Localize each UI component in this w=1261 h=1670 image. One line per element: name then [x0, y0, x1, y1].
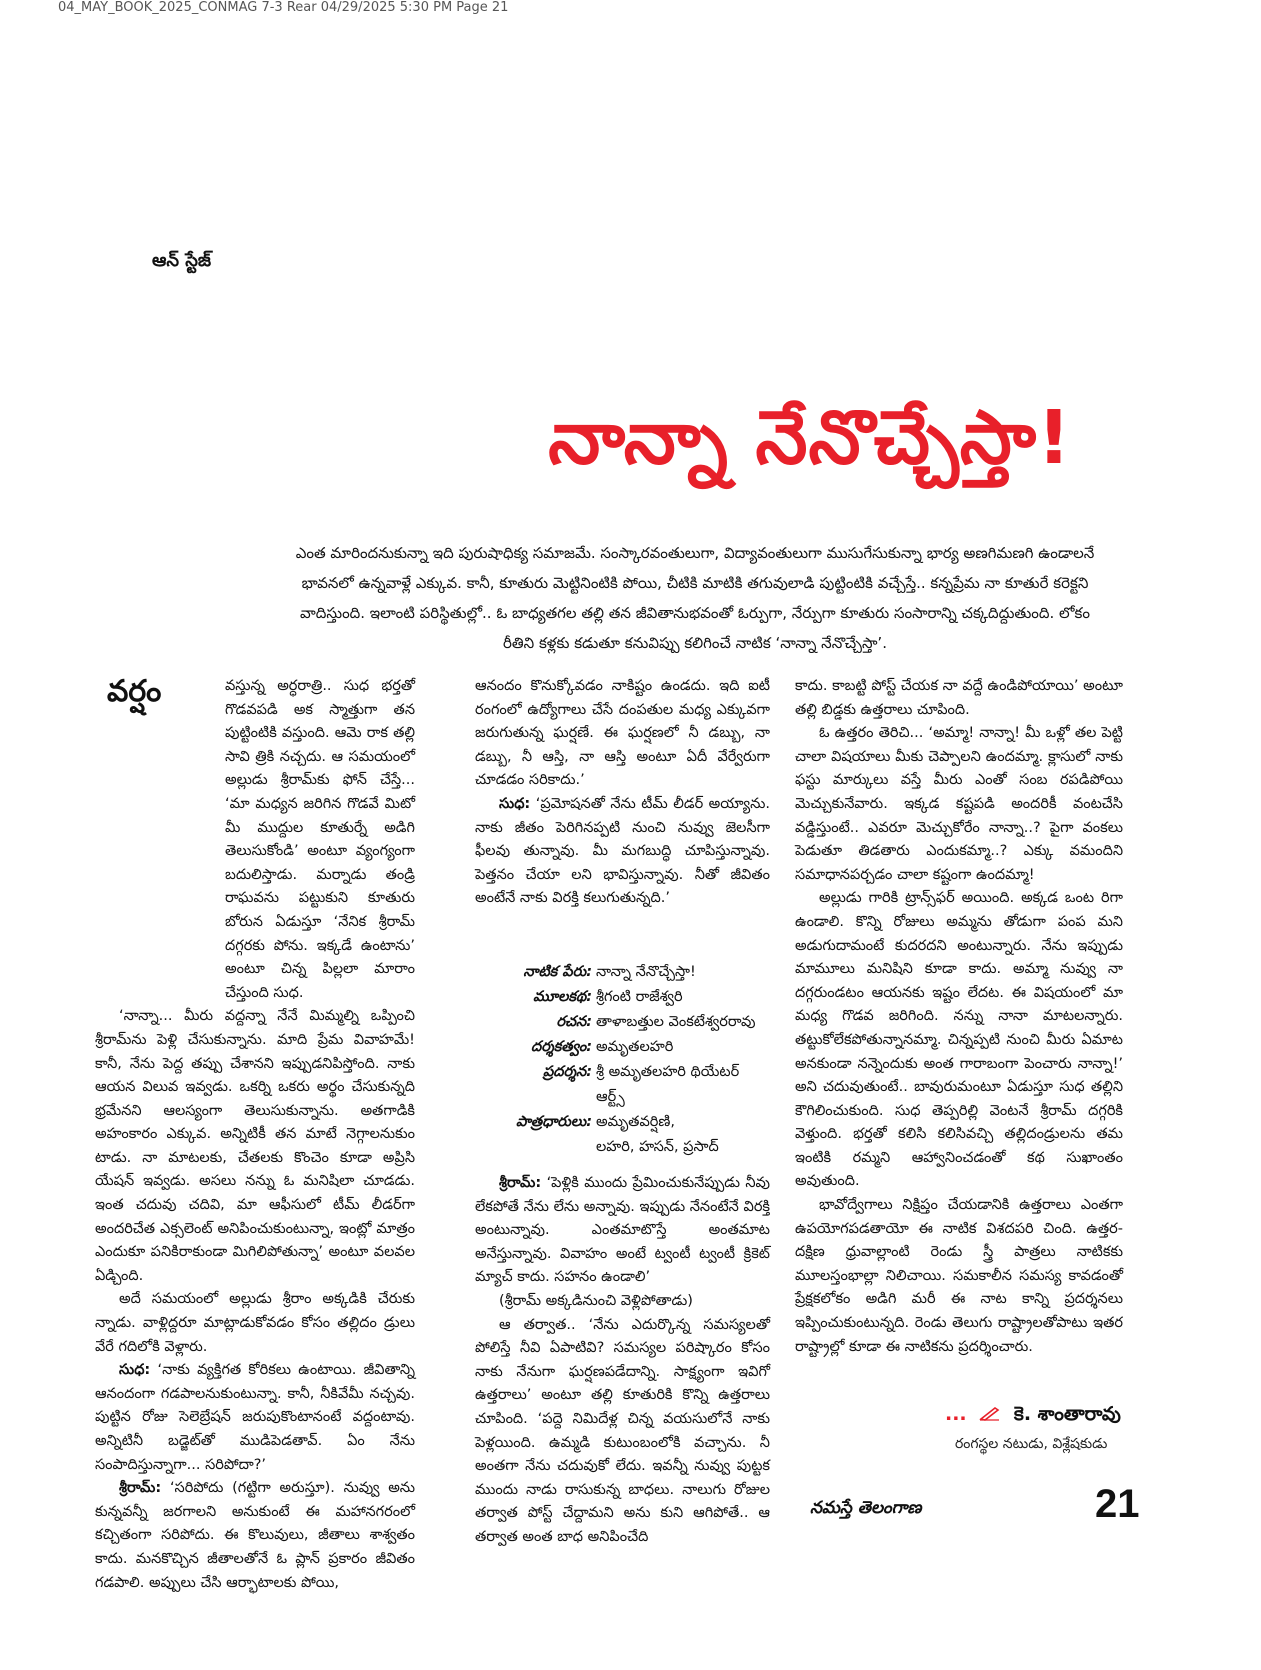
- dialogue-text: ‘పెళ్లికి ముందు ప్రేమించుకునేప్పుడు నీవు లేకపోతే నేను లేను అన్నావు. ఇప్పుడు నేనంటేనే విరక్తి అంటున్నావు. ఎంతమాటొస్తే అంతమాట అనేస్తున్నావు. వివాహం అంటే ట్వంటీ ట్వంటీ క్రికెట్ మ్యాచ్ కాదు. సహనం ఉండాలి’: [475, 1175, 770, 1286]
- dialogue-text: ‘సరిపోదు (గట్టిగా అరుస్తూ). నువ్వు అను కున్నవన్నీ జరగాలని అనుకుంటే ఈ మహానగరంలో కచ్చితంగా సరిపోదు. ఈ కొలువులు, జీతాలు శాశ్వతం కాదు. మనకొచ్చిన జీతాలతోనే ఓ ప్లాన్ ప్రకారం జీవితం గడపాలి. అప్పులు చేసి ఆర్భాటాలకు పోయి,: [95, 1480, 416, 1591]
- play-credits: [470, 960, 770, 1160]
- credit-value: అమృతవర్షిణి,: [596, 1114, 675, 1130]
- speaker-name: సుధ:: [119, 1362, 151, 1379]
- credit-label: రచన:: [556, 1014, 592, 1030]
- paragraph: అల్లుడు గారికి ట్రాన్స్‌ఫర్ అయింది. అక్కడ ఒంట రిగా ఉండాలి. కొన్ని రోజులు అమ్మను తోడుగా పంప మని అడుగుదామంటే కుదరదని అంటున్నారు. నేను ఇప్పుడు మామూలు మనిషిని కూడా కాదు. అమ్మా నువ్వు నా దగ్గరుండటం ఆయనకు ఇష్టం లేదట. ఈ విషయంలో మా మధ్య గొడవ జరిగింది. నన్ను నానా మాటలన్నారు. తట్టుకోలేకపోతున్నానమ్మా. చిన్నప్పటి నుంచి మీరు ఏమాట అనకుండా నన్నెందుకు అంత గారాబంగా పెంచారు నాన్నా!’ అని చదువుతుంటే.. బావురుమంటూ ఏడుస్తూ సుధ తల్లిని కౌగిలించుకుంది. సుధ తెప్పరిల్లి వెంటనే శ్రీరామ్ దగ్గరికి వెళ్తుంది. భర్తతో కలిసి కలిసివచ్చి తల్లిదండ్రులను తమ ఇంటికి రమ్మని ఆహ్వానించడంతో కథ సుఖాంతం అవుతుంది.: [795, 890, 1123, 1190]
- credit-row: [470, 960, 770, 985]
- page-number: 21: [1095, 1482, 1140, 1526]
- paragraph: ‘నాన్నా... మీరు వద్దన్నా నేనే మిమ్మల్ని ఒప్పించి శ్రీరామ్‌ను పెళ్లి చేసుకున్నాను. మాది ప్రేమ వివాహమే! కానీ, నేను పెద్ద తప్పు చేశానని ఇప్పుడనిపిస్తోంది. నాకు ఆయన విలువ ఇవ్వడు. ఒకర్ని ఒకరు అర్థం చేసుకున్నది భ్రమేనని ఆలస్యంగా తెలుసుకున్నాను. అతగాడికి అహంకారం ఎక్కువ. అన్నిటికీ తన మాటే నెగ్గాలనుకుం టాడు. నా మాటలకు, చేతలకు కొంచెం కూడా అప్రిసి యేషన్ ఇవ్వడు. అసలు నన్ను ఓ మనిషిలా చూడడు. ఇంత చదువు చదివి, మా ఆఫీసులో టీమ్ లీడర్‌గా అందరిచేత ఎక్సలెంట్ అనిపించుకుంటున్నా, ఇంట్లో మాత్రం ఎందుకూ పనికిరాకుండా మిగిలిపోతున్నా’ అంటూ వలవల ఏడ్చింది.: [95, 1008, 415, 1284]
- column-1: [95, 675, 415, 1595]
- paragraph: కాదు. కాబట్టి పోస్ట్ చేయక నా వద్దే ఉండిపోయాయి’ అంటూ తల్లి బిడ్డకు ఉత్తరాలు చూపింది.: [795, 678, 1123, 718]
- paragraph: ఆనందం కొనుక్కోవడం నాకిష్టం ఉండదు. ఇది ఐటీ రంగంలో ఉద్యోగాలు చేసే దంపతుల మధ్య ఎక్కువగా జరుగుతున్న ఘర్షణే. ఈ ఘర్షణలో నీ డబ్బు, నా డబ్బు, నీ ఆస్తి, నా ఆస్తి అంటూ ఏదీ వేర్వేరుగా చూడడం సరికాదు.’: [475, 678, 770, 789]
- dialogue-paragraph: [95, 1359, 415, 1477]
- credit-label: పాత్రధారులు:: [515, 1114, 592, 1130]
- credit-label: ప్రదర్శన:: [543, 1064, 592, 1080]
- credit-row: [470, 1010, 770, 1035]
- article-title: నాన్నా నేనొచ్చేస్తా!: [548, 395, 1072, 481]
- credit-label: దర్శకత్వం:: [531, 1039, 592, 1055]
- column-2: [475, 675, 770, 911]
- dialogue-paragraph: [95, 1477, 415, 1595]
- paragraph: అదే సమయంలో అల్లుడు శ్రీరాం అక్కడికి చేరుకు న్నాడు. వాళ్లిద్దరూ మాట్లాడుకోవడం కోసం తల్లిదం డ్రులు వేరే గదిలోకి వెళ్లారు.: [95, 1291, 415, 1355]
- paragraph: భావోద్వేగాలు నిక్షిప్తం చేయడానికి ఉత్తరాలు ఎంతగా ఉపయోగపడతాయో ఈ నాటిక విశదపరి చింది. ఉత్తర-దక్షిణ ధ్రువాల్లాంటి రెండు స్త్రీ పాత్రలు నాటికకు మూలస్తంభాల్లా నిలిచాయి. సమకాలీన సమస్య కావడంతో ప్రేక్షకలోకం అడిగి మరీ ఈ నాట కాన్ని ప్రదర్శనలు ఇప్పించుకుంటున్నది. రెండు తెలుగు రాష్ట్రాలతోపాటు ఇతర రాష్ట్రాల్లో కూడా ఈ నాటికను ప్రదర్శించారు.: [795, 1197, 1123, 1355]
- paragraph: (శ్రీరామ్ అక్కడినుంచి వెళ్లిపోతాడు): [499, 1292, 693, 1309]
- byline-dots: ...: [945, 1403, 967, 1425]
- print-slug: 04_MAY_BOOK_2025_CONMAG 7-3 Rear 04/29/2025 5:30 PM Page 21: [58, 0, 509, 15]
- publication-name: నమస్తే తెలంగాణ: [810, 1498, 922, 1518]
- credit-value: తాళాబత్తుల వెంకటేశ్వరరావు: [596, 1014, 756, 1030]
- dropcap-word: వర్షం: [107, 674, 162, 709]
- dialogue-text: ‘నాకు వ్యక్తిగత కోరికలు ఉంటాయి. జీవితాన్ని ఆనందంగా గడపాలనుకుంటున్నా. కానీ, నీకివేమీ నచ్చవు. పుట్టిన రోజు సెలెబ్రేషన్ జరుపుకొంటానంటే వద్దంటావు. అన్నిటినీ బడ్జెట్‌తో ముడిపెడతావ్. ఏం నేను సంపాదిస్తున్నాగా... సరిపోదా?’: [95, 1362, 416, 1473]
- author-role: రంగస్థల నటుడు, విశ్లేషకుడు: [955, 1436, 1108, 1452]
- credit-label: మూలకథ:: [533, 989, 592, 1005]
- credit-continuation: లహరి, హసన్, ప్రసాద్: [596, 1139, 719, 1155]
- paragraph: వస్తున్న అర్ధరాత్రి.. సుధ భర్తతో గొడవపడి అక స్మాత్తుగా తన పుట్టింటికి వస్తుంది. ఆమె రాక తల్లి సావి త్రికి నచ్చదు. ఆ సమయంలో అల్లుడు శ్రీరామ్‌కు ఫోన్ చేస్తే... ‘మా మధ్యన జరిగిన గొడవే మిటో మీ ముద్దుల కూతుర్నే అడిగి తెలుసుకోండి’ అంటూ వ్యంగ్యంగా బదులిస్తాడు. మర్నాడు తండ్రి రాఘవను పట్టుకుని కూతురు బోరున ఏడుస్తూ ‘నేనిక శ్రీరామ్ దగ్గరకు పోను. ఇక్కడే ఉంటాను’ అంటూ చిన్న పిల్లలా మారాం చేస్తుంది సుధ.: [225, 678, 415, 1001]
- credit-value: నాన్నా నేనొచ్చేస్తా!: [596, 964, 696, 980]
- dialogue-paragraph: [475, 1172, 770, 1290]
- pen-icon: [979, 1404, 1001, 1426]
- credit-value: శ్రీ అమృతలహరి థియేటర్ ఆర్ట్స్: [596, 1064, 740, 1105]
- credit-value: శ్రీగంటి రాజేశ్వరి: [596, 989, 683, 1005]
- column-2-lower: [475, 1172, 770, 1550]
- credit-row: [470, 1060, 770, 1110]
- speaker-name: శ్రీరామ్:: [499, 1175, 542, 1191]
- column-3: [795, 675, 1123, 1359]
- speaker-name: సుధ:: [499, 795, 531, 812]
- author-byline: [945, 1403, 1121, 1430]
- paragraph: ఓ ఉత్తరం తెరిచి... ‘అమ్మా! నాన్నా! మీ ఒళ్లో తల పెట్టి చాలా విషయాలు మీకు చెప్పాలని ఉందమ్మా. క్లాసులో నాకు ఫస్టు మార్కులు వస్తే మీరు ఎంతో సంబ రపడిపోయి మెచ్చుకునేవారు. ఇక్కడ కష్టపడి అందరికీ వంటచేసి వడ్డిస్తుంటే.. ఎవరూ మెచ్చుకోరేం నాన్నా..? పైగా వంకలు పెడుతూ తిడతారు ఎందుకమ్మా..? ఎక్కు వమందిని సమాధానపర్చడం చాలా కష్టంగా ఉందమ్మా!: [795, 725, 1123, 883]
- credit-value: అమృతలహరి: [596, 1039, 674, 1055]
- section-label: ఆన్ స్టేజ్: [152, 250, 212, 271]
- paragraph: ఆ తర్వాత.. ‘నేను ఎదుర్కొన్న సమస్యలతో పోలిస్తే నీవి ఏపాటివి? సమస్యల పరిష్కారం కోసం నాకు నేనుగా ఘర్షణపడేదాన్ని. సాక్ష్యంగా ఇవిగో ఉత్తరాలు’ అంటూ తల్లి కూతురికి కొన్ని ఉత్తరాలు చూపింది. ‘పద్దె నిమిదేళ్ల చిన్న వయసులోనే నాకు పెళ్లయింది. ఉమ్మడి కుటుంబంలోకి వచ్చాను. నీ అంతగా నేను చదువుకో లేదు. ఇవన్నీ నువ్వు పుట్టక ముందు నాడు రాసుకున్న బాధలు. నాలుగు రోజుల తర్వాత పోస్ట్ చేద్దామని అను కుని ఆగిపోతే.. ఆ తర్వాత అంత బాధ అనిపించేది: [475, 1316, 770, 1545]
- credit-row: [470, 1110, 770, 1135]
- speaker-name: శ్రీరామ్:: [119, 1480, 162, 1497]
- credit-row: [470, 1035, 770, 1060]
- dialogue-paragraph: [475, 793, 770, 911]
- author-name: కె. శాంతారావు: [1013, 1403, 1121, 1425]
- dialogue-text: ‘ప్రమోషనతో నేను టీమ్ లీడర్ అయ్యాను. నాకు జీతం పెరిగినప్పటి నుంచి నువ్వు జెలసీగా ఫీలవు తున్నావు. మీ మగబుద్ధి చూపిస్తున్నావు. పెత్తనం చేయా లని భావిస్తున్నావు. నీతో జీవితం అంటేనే నాకు విరక్తి కలుగుతున్నది.’: [475, 795, 770, 907]
- credit-row: [470, 985, 770, 1010]
- credit-label: నాటిక పేరు:: [523, 964, 592, 980]
- article-intro: ఎంత మారిందనుకున్నా ఇది పురుషాధిక్య సమాజమే. సంస్కారవంతులుగా, విద్యావంతులుగా ముసుగేసుకున్నా భార్య అణగిమణగి ఉండాలనే భావనలో ఉన్నవాళ్లే ఎక్కువ. కానీ, కూతురు మెట్టినింటికి పోయి, చీటికి మాటికి తగువులాడి పుట్టింటికి వచ్చేస్తే.. కన్నప్రేమ నా కూతురే కరెక్టని వాదిస్తుంది. ఇలాంటి పరిస్థితుల్లో.. ఓ బాధ్యతగల తల్లి తన జీవితానుభవంతో ఓర్పుగా, నేర్పుగా కూతురు సంసారాన్ని చక్కదిద్దుతుంది. లోకం రీతిని కళ్లకు కడుతూ కనువిప్పు కలిగించే నాటిక ‘నాన్నా నేనొచ్చేస్తా’.: [295, 544, 1095, 652]
